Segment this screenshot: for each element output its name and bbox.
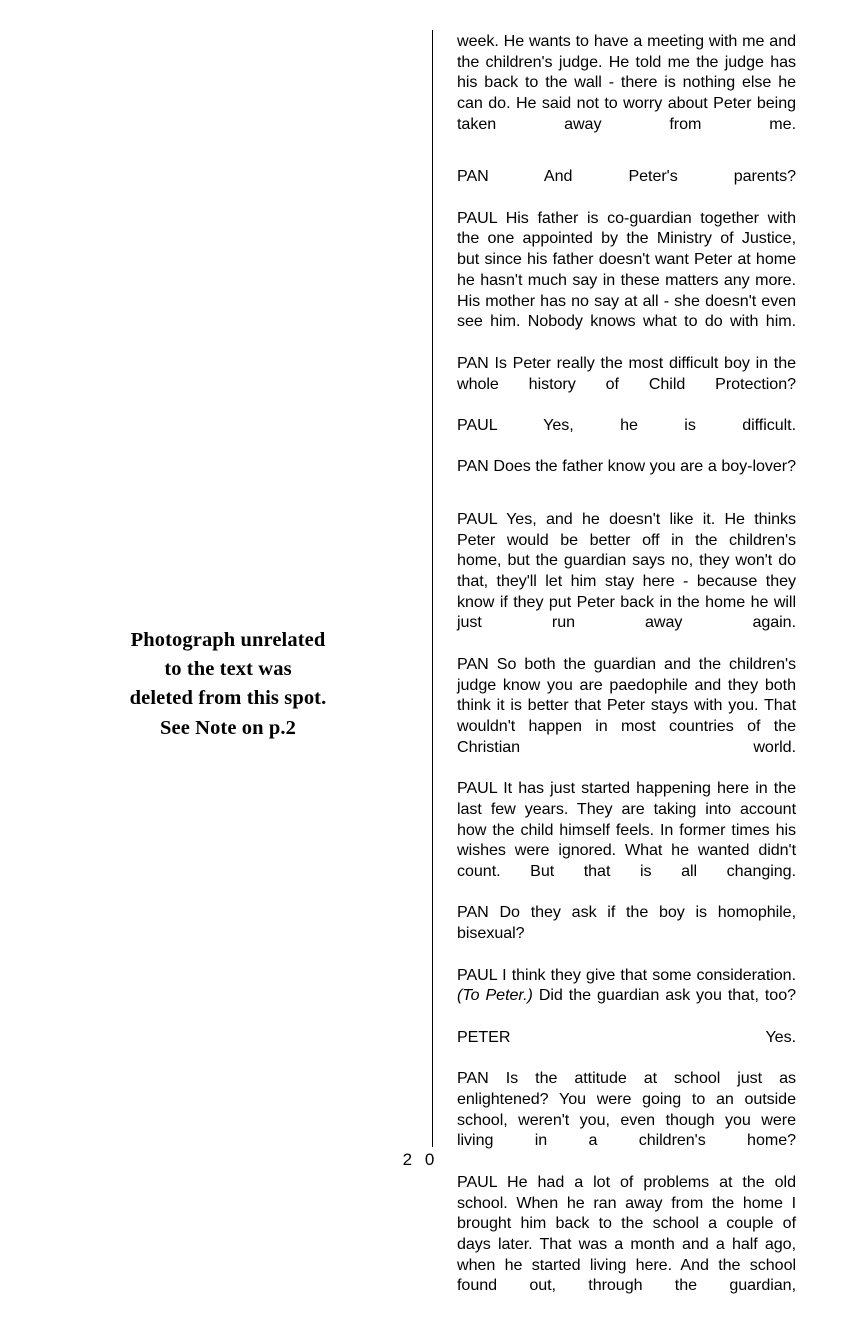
paragraph: PAUL His father is co-guardian together with the one appointed by the Ministry of Justice, but since his father doesn't want Peter at home he hasn't much say in these matters any more. His mother has no say at all - she doesn't even see him. Nobody knows what to do with him.: [457, 208, 796, 331]
photo-removed-note-line-1: Photograph unrelated: [130, 629, 326, 651]
paragraph: PAN Does the father know you are a boy-lover?: [457, 457, 796, 476]
paragraph: PAUL He had a lot of problems at the old school. When he ran away from the home I brought him back to the school a couple of days later. That was a month and a half ago, when he started living here. And the school found out, through the guardian,: [457, 1172, 796, 1295]
photo-removed-note-line-3: deleted from this spot.: [129, 687, 327, 710]
photo-removed-note-line-2: to the text was: [164, 658, 292, 681]
paragraph: PAUL Yes, he is difficult.: [457, 415, 796, 434]
paragraph: PAN Is the attitude at school just as enlightened? You were going to an outside school, weren't you, even though you were living in a children's home?: [457, 1069, 796, 1150]
paragraph-text-tail: Did the guardian ask you that, too?: [532, 986, 796, 1005]
paragraph: PAN Do they ask if the boy is homophile, bisexual?: [457, 903, 796, 943]
paragraph-with-stage-direction: [457, 965, 796, 1027]
paragraph: PETER Yes.: [457, 1027, 796, 1046]
paragraph-text-lead: PAUL I think they give that some consideration.: [457, 965, 796, 984]
interview-text-column: [457, 31, 796, 1317]
photo-removed-note: [78, 626, 378, 743]
paragraph: PAUL Yes, and he doesn't like it. He thinks Peter would be better off in the children's home, but the guardian says no, they won't do that, they'll let him stay here - because they know if they put Peter back in the home he will just run away again.: [457, 509, 796, 632]
paragraph: week. He wants to have a meeting with me and the children's judge. He told me the judge has his back to the wall - there is nothing else he can do. He said not to worry about Peter being taken away from me.: [457, 32, 796, 133]
photo-removed-note-line-4: See Note on p.2: [160, 716, 296, 739]
paragraph: PAN Is Peter really the most difficult boy in the whole history of Child Protection?: [457, 353, 796, 393]
page-number: 2 0: [402, 1150, 439, 1169]
paragraph: PAN So both the guardian and the children's judge know you are paedophile and they both think it is better that Peter stays with you. That wouldn't happen in most countries of the Christian world.: [457, 654, 796, 756]
column-divider-rule: [432, 30, 433, 1147]
stage-direction: (To Peter.): [457, 986, 533, 1005]
paragraph: PAN And Peter's parents?: [457, 167, 796, 186]
paragraph: PAUL It has just started happening here in the last few years. They are taking into account how the child himself feels. In former times his wishes were ignored. What he wanted didn't count. But that is all changing.: [457, 779, 796, 881]
